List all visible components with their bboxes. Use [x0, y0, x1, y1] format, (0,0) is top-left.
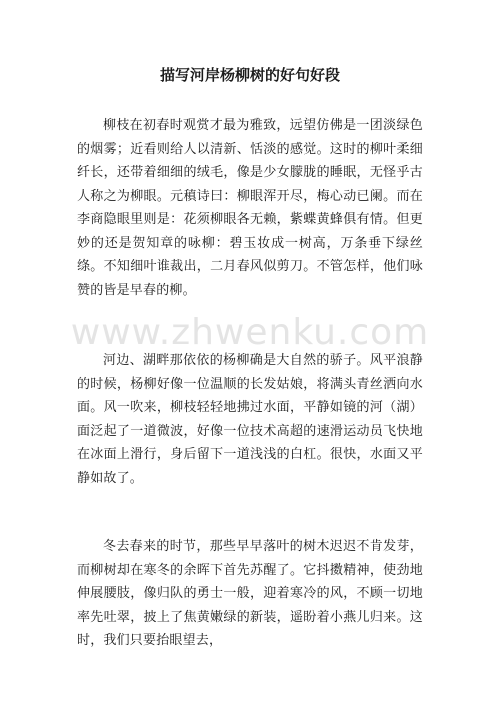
watermark: www.zhwenku.com	[70, 312, 430, 353]
paragraph-1: 柳枝在初春时观赏才最为雅致，远望仿佛是一团淡绿色的烟雾；近看则给人以清新、恬淡的感觉。这时的柳叶柔细纤长，还带着细细的绒毛，像是少女朦胧的睡眠，无怪乎古人称之为柳眼。元稹诗曰：柳眼浑开尽，梅心动已阑。而在李商隐眼里则是：花须柳眼各无赖，紫蝶黄蜂俱有情。但更妙的还是贺知章的咏柳：碧玉妆成一树高，万条垂下绿丝绦。不知细叶谁裁出，二月春风似剪刀。不管怎样，他们咏赞的皆是早春的柳。	[77, 118, 423, 298]
paragraph-2: 河边、湖畔那依依的杨柳确是大自然的骄子。风平浪静的时候，杨柳好像一位温顺的长发姑娘，将满头青丝洒向水面。风一吹来，柳枝轻轻地拂过水面，平静如镜的河（湖）面泛起了一道微波，好像一位技术高超的速滑运动员飞快地在冰面上滑行，身后留下一道浅浅的白杠。很快，水面又平静如故了。	[77, 353, 423, 486]
document-title: 描写河岸杨柳树的好句好段	[159, 66, 340, 84]
paragraph-3: 冬去春来的时节，那些早早落叶的树木迟迟不肯发芽，而柳树却在寒冬的余晖下首先苏醒了。它抖擞精神，使劲地伸展腰肢，像归队的勇士一般，迎着寒冷的风，不顾一切地率先吐翠，披上了焦黄嫩绿的新装，遥盼着小燕儿归来。这时，我们只要抬眼望去，	[77, 539, 423, 648]
